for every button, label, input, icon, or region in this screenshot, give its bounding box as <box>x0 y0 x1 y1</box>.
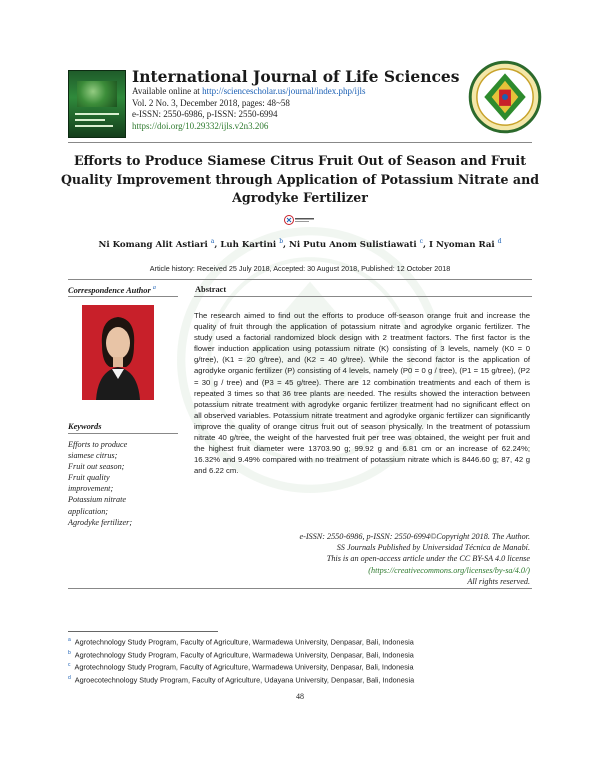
volume-line: Vol. 2 No. 3, December 2018, pages: 48~58 <box>132 97 290 108</box>
journal-title: International Journal of Life Sciences <box>132 67 460 86</box>
abstract-text: The research aimed to find out the efforts to produce off-season orange fruit and increase the quality of fruit through the application of potassium nitrate and agrodyke organic fertilizer. The study used a factorial randomized block design with 2 treatment factors. The first factor is the flower induction application using potassium nitrate (K) consisting of 3 levels, namely (K0 = 0 g/tree), (K1 = 20 g/tree), and (K2 = 40 g/tree). While the second factor is the application of agrodyke organic fertilizer (P) consisting of 4 levels, namely (P0 = 0 g / tree), (P1 = 15 g/tree), (P2 = 30 g / tree) and (P3 = 45 g/tree). There are 12 combination treatments and each of them is repeated 3 times so that 36 tree plants are needed. The results showed the interaction between potassium nitrate treatment with agrodyke organic fertilizer treatment had no significant effect on all observed variables. Potassium nitrate treatment and agrodyke organic fertilizer can significantly improve the quality of orange citrus fruit out of season physically. In the treatment of potassium nitrate 40 g/tree, the weight of the harvested fruit per tree was obtained, the weight per fruit and the highest fruit diameter were 13703.90 g; 99.92 g and 6.81 cm or an increase of 62.24%; 16.32% and 9.49% compared with no treatment of potassium nitrate which is 8446.60 g; 87, 42 g and 6.22 cm. <box>194 311 530 476</box>
article-title: Efforts to Produce Siamese Citrus Fruit Out of Season and Fruit Quality Improvement through Application of Potassium Nitrate and Agrodyke Fertilizer <box>60 153 540 205</box>
keywords-divider <box>68 433 178 434</box>
doi-link[interactable]: https://doi.org/10.29332/ijls.v2n3.206 <box>132 120 269 131</box>
footnote-item <box>68 635 538 648</box>
footnote-item <box>68 673 538 686</box>
keyword-line: application; <box>68 506 109 516</box>
footnote-text: Agroecotechnology Study Program, Faculty of Agriculture, Udayana University, Denpasar, Bali, Indonesia <box>74 675 415 685</box>
license-link[interactable]: (https://creativecommons.org/licenses/by-sa/4.0/) <box>368 565 530 575</box>
footnote-mark: a <box>68 637 71 643</box>
affiliation-footnotes <box>68 635 538 686</box>
page-number: 48 <box>296 692 304 701</box>
author-mark: d <box>497 238 502 245</box>
author-mark: b <box>279 238 284 245</box>
rights-line: All rights reserved. <box>467 576 530 586</box>
keyword-line: Fruit quality <box>68 473 110 483</box>
footnote-mark: b <box>68 649 71 656</box>
keyword-line: improvement; <box>68 484 114 494</box>
history-divider <box>68 279 532 280</box>
author-name: Ni Komang Alit Astiari <box>98 239 208 250</box>
footnote-text: Agrotechnology Study Program, Faculty of Agriculture, Warmadewa University, Denpasar, Bali, Indonesia <box>74 637 414 647</box>
keyword-line: Efforts to produce <box>68 440 128 449</box>
journal-url-link[interactable]: http://sciencescholar.us/journal/index.php/ijls <box>202 86 366 96</box>
author-name: I Nyoman Rai <box>428 239 495 250</box>
footnote-item <box>68 648 538 661</box>
footnote-divider <box>68 631 218 632</box>
crossmark-icon[interactable] <box>284 212 316 228</box>
article-history: Article history: Received 25 July 2018, Accepted: 30 August 2018, Published: 12 October 2018 <box>149 264 451 273</box>
correspondence-label-text: Correspondence Author <box>68 285 151 295</box>
body-divider <box>68 588 532 589</box>
correspondence-mark: a <box>152 285 156 291</box>
author-mark: a <box>210 238 215 245</box>
footnote-text: Agrotechnology Study Program, Faculty of Agriculture, Warmadewa University, Denpasar, Bali, Indonesia <box>74 662 414 672</box>
header-divider <box>68 142 532 143</box>
keyword-line: Fruit out season; <box>68 462 125 472</box>
footnote-text: Agrotechnology Study Program, Faculty of Agriculture, Warmadewa University, Denpasar, Bali, Indonesia <box>74 650 414 660</box>
keywords-list <box>68 439 178 528</box>
footnote-mark: d <box>68 674 71 681</box>
abstract-heading: Abstract <box>195 285 227 294</box>
license-line: This is an open-access article under the CC BY-SA 4.0 license <box>326 554 530 564</box>
footnote-mark: c <box>68 662 71 669</box>
keyword-line: siamese citrus; <box>68 451 118 461</box>
author-photo <box>82 305 154 400</box>
abstract-divider <box>194 296 532 297</box>
correspondence-author-label <box>68 285 156 295</box>
keywords-heading: Keywords <box>68 422 102 431</box>
author-name: Ni Putu Anom Sulistiawati <box>289 239 417 250</box>
author-mark: c <box>419 238 423 245</box>
keyword-line: Agrodyke fertilizer; <box>68 517 133 527</box>
availability-line <box>132 86 462 98</box>
author-name: Luh Kartini <box>220 239 277 250</box>
university-seal-icon <box>468 60 542 134</box>
copyright-line: e-ISSN: 2550-6986, p-ISSN: 2550-6994©Copyright 2018. The Author. <box>299 532 530 541</box>
available-prefix: Available online at <box>132 86 203 96</box>
journal-info <box>132 68 462 132</box>
author-list: Ni Komang Alit Astiari $^a$, Luh Kartini $^b$, Ni Putu Anom Sulistiawati $^c$, I Nyoman Rai $^d$ <box>98 238 502 250</box>
journal-header <box>68 68 538 140</box>
footnote-item <box>68 660 538 673</box>
journal-cover-image <box>68 70 126 138</box>
copyright-block <box>200 531 530 587</box>
keyword-line: Potassium nitrate <box>68 495 126 505</box>
issn-line: e-ISSN: 2550-6986, p-ISSN: 2550-6994 <box>132 109 278 119</box>
publisher-line: SS Journals Published by Universidad Técnica de Manabí. <box>336 543 530 553</box>
correspondence-divider <box>68 296 178 297</box>
